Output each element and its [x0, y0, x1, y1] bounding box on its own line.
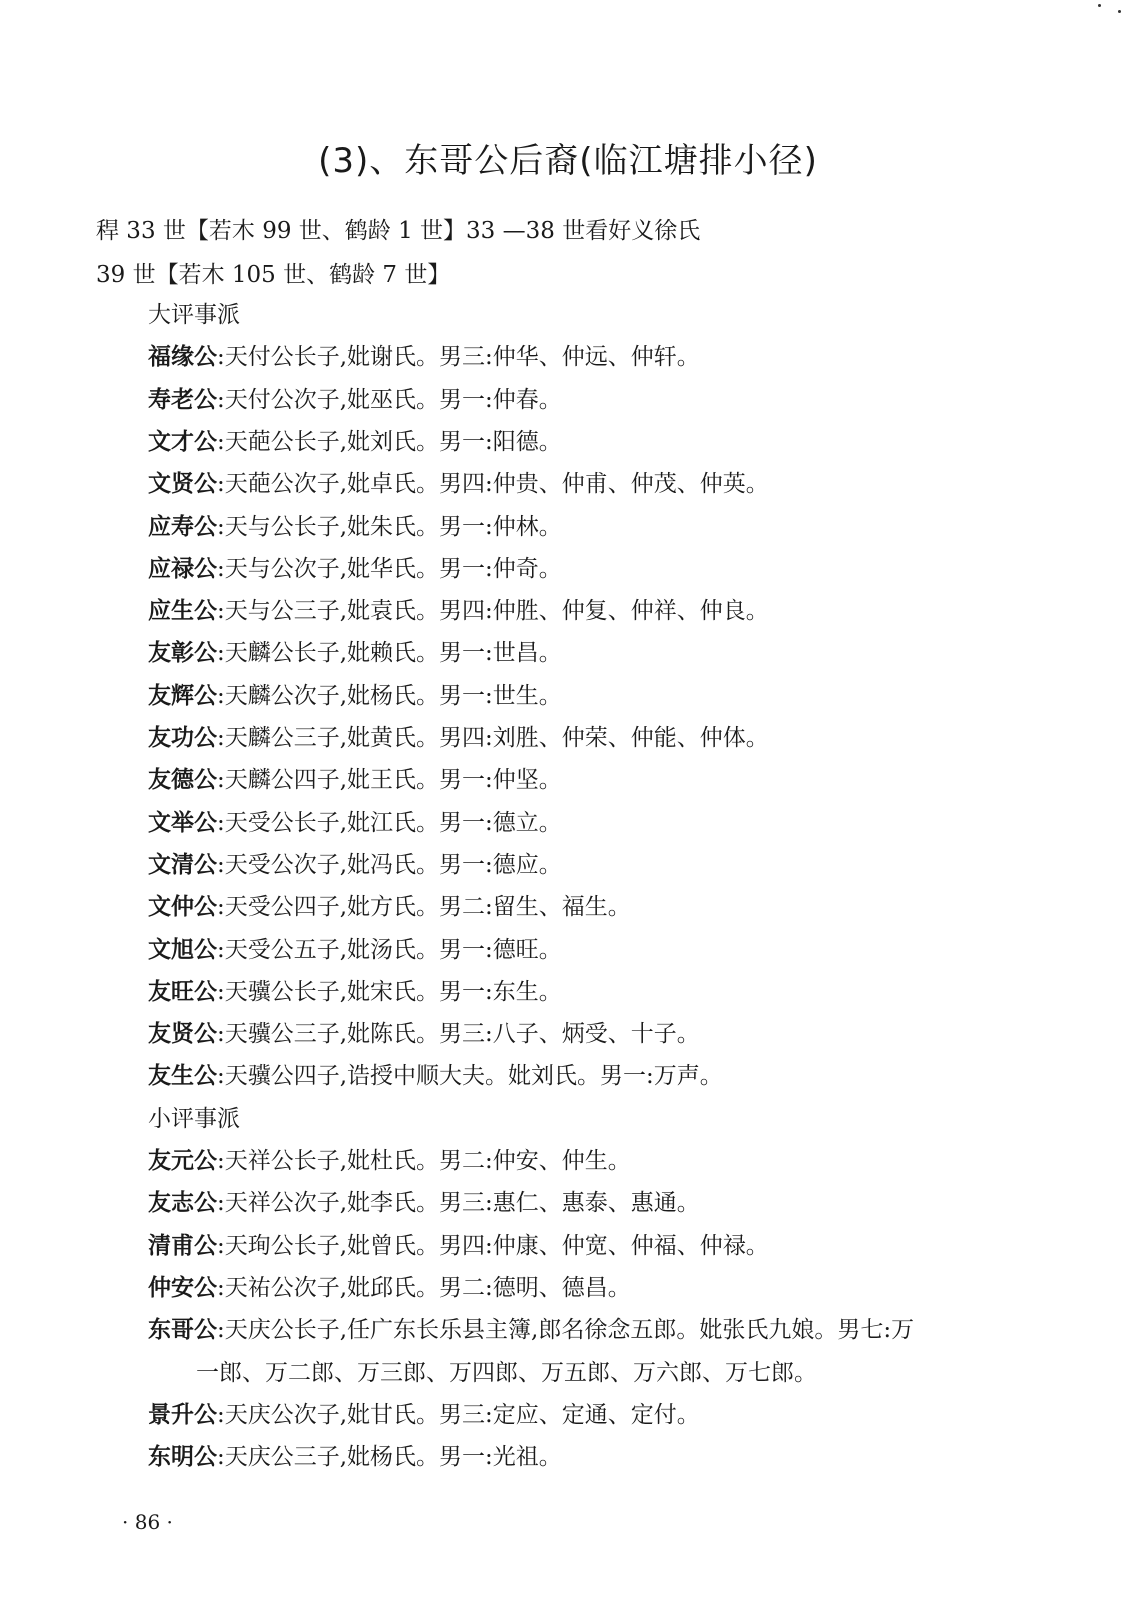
- entry-text: :天与公三子,妣袁氏。男四:仲胜、仲复、仲祥、仲良。: [217, 598, 769, 625]
- ancestor-name: 友贤公: [148, 1021, 217, 1048]
- entry-text: :天珣公长子,妣曾氏。男四:仲康、仲宽、仲福、仲禄。: [217, 1232, 769, 1259]
- ancestor-name: 友旺公: [148, 978, 217, 1005]
- ancestor-name: 友志公: [148, 1190, 217, 1217]
- genealogy-entry: [148, 554, 562, 584]
- scan-speck: [1118, 10, 1121, 13]
- genealogy-entry: [148, 1061, 723, 1091]
- section-heading: 大评事派: [148, 302, 240, 328]
- ancestor-name: 应寿公: [148, 513, 217, 540]
- ancestor-name: 文贤公: [148, 471, 217, 498]
- genealogy-entry: [148, 596, 769, 626]
- entry-continuation: 一郎、万二郎、万三郎、万四郎、万五郎、万六郎、万七郎。: [196, 1359, 817, 1386]
- entry-text: :天受公长子,妣江氏。男一:德立。: [217, 809, 562, 836]
- ancestor-name: 东哥公: [148, 1317, 217, 1344]
- entry-text: :天骥公长子,妣宋氏。男一:东生。: [217, 978, 562, 1005]
- genealogy-entry: [148, 808, 562, 838]
- page-title: (3)、东哥公后裔(临江塘排小径): [318, 141, 818, 181]
- entry-text: :天祥公长子,妣杜氏。男二:仲安、仲生。: [217, 1148, 631, 1174]
- entry-text: :天麟公三子,妣黄氏。男四:刘胜、仲荣、仲能、仲体。: [217, 725, 769, 751]
- genealogy-entry: [148, 1442, 562, 1472]
- ancestor-name: 清甫公: [148, 1232, 217, 1259]
- entry-text: :天葩公次子,妣卓氏。男四:仲贵、仲甫、仲茂、仲英。: [217, 471, 769, 498]
- entry-text: :天受公四子,妣方氏。男二:留生、福生。: [217, 894, 631, 921]
- entry-text: :天骥公三子,妣陈氏。男三:八子、炳受、十子。: [217, 1021, 700, 1048]
- genealogy-entry: [148, 1019, 700, 1049]
- ancestor-name: 文旭公: [148, 936, 217, 963]
- ancestor-name: 友德公: [148, 767, 217, 794]
- entry-text: :天祐公次子,妣邱氏。男二:德明、德昌。: [217, 1274, 631, 1301]
- ancestor-name: 仲安公: [148, 1274, 217, 1301]
- entry-text: :天付公次子,妣巫氏。男一:仲春。: [217, 386, 562, 413]
- ancestor-name: 友辉公: [148, 682, 217, 709]
- genealogy-entry: [148, 681, 562, 711]
- ancestor-name: 友彰公: [148, 640, 217, 667]
- entry-text: :天庆公三子,妣杨氏。男一:光祖。: [217, 1444, 562, 1471]
- genealogy-entry: [148, 427, 562, 457]
- ancestor-name: 文举公: [148, 809, 217, 836]
- generation-header-1: 稈 33 世【若木 99 世、鹤龄 1 世】33 —38 世看好义徐氏: [96, 218, 701, 244]
- ancestor-name: 寿老公: [148, 386, 217, 413]
- ancestor-name: 文仲公: [148, 894, 217, 921]
- entry-text: :天付公长子,妣谢氏。男三:仲华、仲远、仲轩。: [217, 344, 700, 371]
- ancestor-name: 应禄公: [148, 555, 217, 582]
- entry-text: :天与公次子,妣华氏。男一:仲奇。: [217, 555, 562, 582]
- genealogy-entry: [148, 723, 769, 753]
- entry-text: :天庆公次子,妣甘氏。男三:定应、定通、定付。: [217, 1401, 700, 1428]
- entry-text: :天庆公长子,任广东长乐县主簿,郎名徐念五郎。妣张氏九娘。男七:万: [217, 1317, 915, 1344]
- entry-text: :天祥公次子,妣李氏。男三:惠仁、惠泰、惠通。: [217, 1190, 700, 1217]
- ancestor-name: 景升公: [148, 1401, 217, 1428]
- genealogy-entry: [148, 1146, 631, 1176]
- genealogy-entry: [148, 469, 769, 499]
- genealogy-entry: [148, 1231, 769, 1261]
- ancestor-name: 文才公: [148, 428, 217, 455]
- scan-speck: [1098, 4, 1101, 7]
- entry-text: :天麟公次子,妣杨氏。男一:世生。: [217, 682, 562, 709]
- genealogy-entry: [148, 977, 562, 1007]
- genealogy-entry: [148, 638, 562, 668]
- genealogy-entry: [148, 1400, 700, 1430]
- entry-text: :天受公五子,妣汤氏。男一:德旺。: [217, 936, 562, 963]
- genealogy-entry: [148, 1273, 631, 1303]
- genealogy-entry: [148, 765, 562, 795]
- genealogy-entry: [148, 1315, 914, 1345]
- entry-text: :天葩公长子,妣刘氏。男一:阳德。: [217, 428, 562, 455]
- entry-text: :天麟公长子,妣赖氏。男一:世昌。: [217, 640, 562, 667]
- genealogy-entry: [148, 342, 700, 372]
- ancestor-name: 应生公: [148, 598, 217, 625]
- page-number: · 86 ·: [122, 1510, 173, 1534]
- ancestor-name: 友元公: [148, 1148, 217, 1174]
- genealogy-entry: [148, 1188, 700, 1218]
- genealogy-entry: [148, 850, 562, 880]
- entry-text: :天与公长子,妣朱氏。男一:仲林。: [217, 513, 562, 540]
- entry-text: :天麟公四子,妣王氏。男一:仲坚。: [217, 767, 562, 794]
- generation-header-2: 39 世【若木 105 世、鹤龄 7 世】: [96, 262, 451, 288]
- ancestor-name: 友生公: [148, 1063, 217, 1090]
- ancestor-name: 福缘公: [148, 344, 217, 371]
- entry-text: :天受公次子,妣冯氏。男一:德应。: [217, 851, 562, 878]
- ancestor-name: 东明公: [148, 1444, 217, 1471]
- genealogy-entry: [148, 935, 562, 965]
- ancestor-name: 友功公: [148, 725, 217, 751]
- entry-text: :天骥公四子,诰授中顺大夫。妣刘氏。男一:万声。: [217, 1063, 723, 1090]
- genealogy-entry: [148, 512, 562, 542]
- genealogy-entry: [148, 385, 562, 415]
- genealogy-entry: [148, 892, 631, 922]
- section-heading: 小评事派: [148, 1105, 240, 1132]
- ancestor-name: 文清公: [148, 851, 217, 878]
